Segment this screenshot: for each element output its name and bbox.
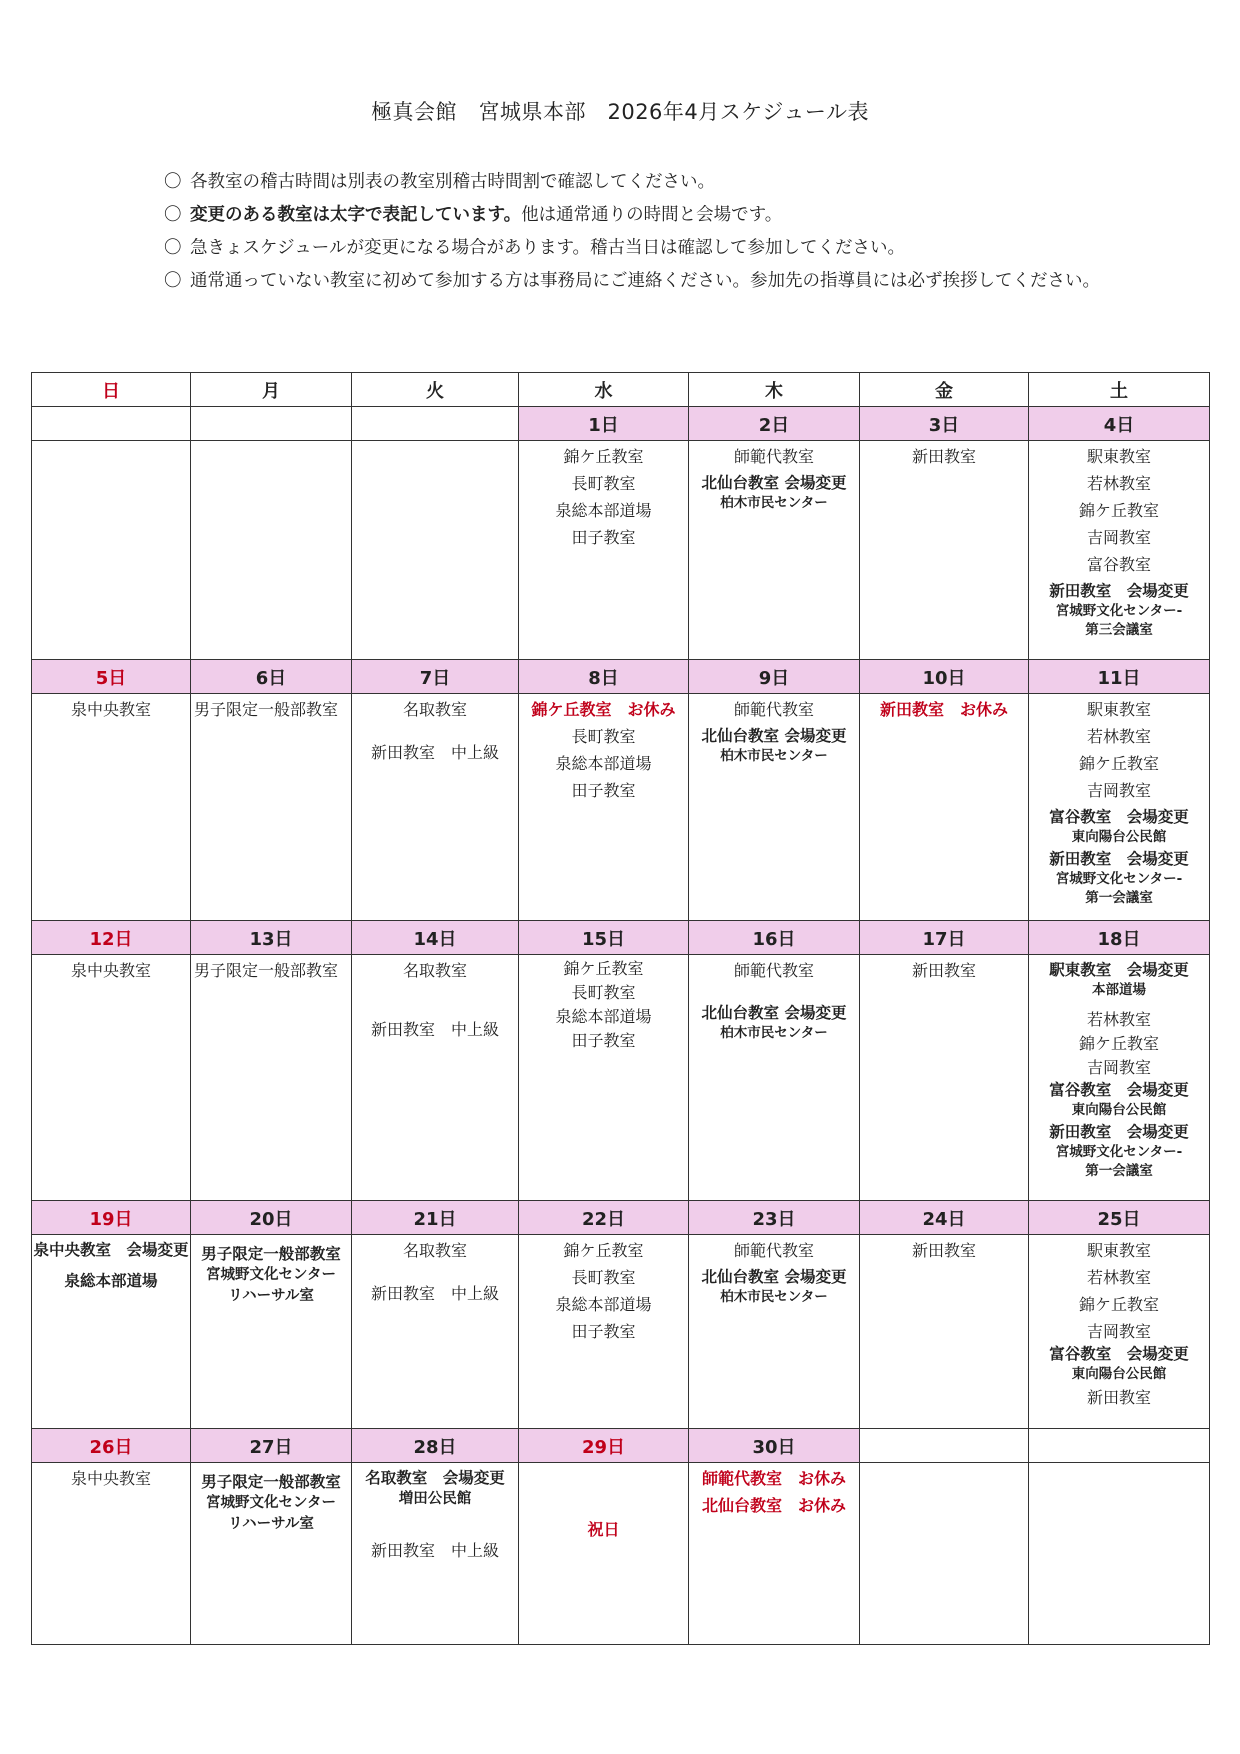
day-cell [1029, 1235, 1210, 1429]
date-cell: 3日 [860, 407, 1029, 441]
class-entry-changed: 名取教室 会場変更 [365, 1469, 505, 1487]
venue-entry: 増田公民館 [398, 1491, 472, 1507]
class-entry-changed: 富谷教室 会場変更 [1049, 1345, 1189, 1363]
class-entry: 錦ケ丘教室 [1078, 501, 1159, 520]
date-cell: 19日 [32, 1201, 191, 1235]
schedule-calendar [31, 372, 1210, 1645]
date-row [32, 1201, 1210, 1235]
day-cell [191, 955, 352, 1201]
class-entry-off: 師範代教室 お休み [701, 1469, 846, 1488]
venue-entry: 柏木市民センター [720, 1289, 828, 1305]
class-entry: 新田教室 中上級 [370, 1284, 499, 1303]
weekday-sat: 土 [1029, 373, 1210, 407]
class-entry-changed: 北仙台教室 会場変更 [701, 1004, 847, 1022]
date-cell: 23日 [689, 1201, 860, 1235]
venue-entry: 東向陽台公民館 [1071, 829, 1167, 845]
class-entry: 男子限定一般部教室 [194, 961, 339, 980]
note-item: 〇 急きょスケジュールが変更になる場合があります。稽古当日は確認して参加してください。 [164, 232, 1204, 265]
class-entry-changed: 北仙台教室 会場変更 [701, 1268, 847, 1286]
venue-entry: 柏木市民センター [720, 495, 828, 511]
day-cell [32, 1463, 191, 1645]
day-cell [1029, 955, 1210, 1201]
content-row [32, 1235, 1210, 1429]
venue-entry: 東向陽台公民館 [1071, 1102, 1167, 1118]
content-row [32, 441, 1210, 660]
day-cell [519, 441, 689, 660]
venue-entry: 柏木市民センター [720, 748, 828, 764]
date-cell: 12日 [32, 921, 191, 955]
note-item: 〇 通常通っていない教室に初めて参加する方は事務局にご連絡ください。参加先の指導員には必ず挨拶してください。 [164, 265, 1204, 298]
date-cell: 17日 [860, 921, 1029, 955]
venue-entry: 宮城野文化センター [206, 1267, 336, 1283]
day-cell [519, 955, 689, 1201]
class-entry: 錦ケ丘教室 [563, 959, 644, 978]
class-entry-changed: 富谷教室 会場変更 [1049, 1081, 1189, 1099]
class-entry-changed: 北仙台教室 会場変更 [701, 474, 847, 492]
venue-entry: 第一会議室 [1085, 890, 1153, 906]
class-entry: 師範代教室 [733, 447, 814, 466]
class-entry-off: 新田教室 お休み [879, 700, 1008, 719]
day-cell [860, 1235, 1029, 1429]
class-entry-changed: 泉中央教室 会場変更 [33, 1241, 189, 1259]
class-entry: 錦ケ丘教室 [563, 447, 644, 466]
date-cell: 5日 [32, 660, 191, 694]
venue-entry: リハーサル室 [228, 1516, 314, 1532]
day-cell [860, 694, 1029, 921]
date-cell [191, 407, 352, 441]
class-entry: 長町教室 [571, 474, 636, 493]
class-entry: 駅東教室 [1086, 447, 1151, 466]
class-entry: 錦ケ丘教室 [563, 1241, 644, 1260]
day-cell [860, 955, 1029, 1201]
class-entry-changed: 男子限定一般部教室 [201, 1473, 341, 1491]
class-entry: 泉総本部道場 [555, 1007, 652, 1026]
date-cell: 16日 [689, 921, 860, 955]
date-cell: 9日 [689, 660, 860, 694]
class-entry: 新田教室 中上級 [370, 743, 499, 762]
day-cell [689, 955, 860, 1201]
class-entry: 若林教室 [1086, 727, 1151, 746]
date-cell: 24日 [860, 1201, 1029, 1235]
class-entry: 若林教室 [1086, 1268, 1151, 1287]
date-cell: 21日 [352, 1201, 519, 1235]
day-cell [1029, 694, 1210, 921]
class-entry: 駅東教室 [1086, 1241, 1151, 1260]
class-entry: 田子教室 [571, 1322, 636, 1341]
day-cell [32, 441, 191, 660]
date-cell: 8日 [519, 660, 689, 694]
date-row [32, 1429, 1210, 1463]
circle-bullet-icon: 〇 [164, 172, 182, 192]
weekday-tue: 火 [352, 373, 519, 407]
date-cell: 25日 [1029, 1201, 1210, 1235]
date-cell: 14日 [352, 921, 519, 955]
class-entry: 新田教室 [911, 447, 976, 466]
venue-entry: 宮城野文化センター- [1055, 1144, 1183, 1160]
day-cell [352, 1235, 519, 1429]
class-entry: 泉総本部道場 [555, 754, 652, 773]
venue-entry: 宮城野文化センター [206, 1495, 336, 1511]
venue-entry: 第一会議室 [1085, 1163, 1153, 1179]
date-cell: 30日 [689, 1429, 860, 1463]
venue-entry: 宮城野文化センター- [1055, 871, 1183, 887]
class-entry: 吉岡教室 [1086, 1058, 1151, 1077]
date-cell: 7日 [352, 660, 519, 694]
day-cell [191, 1463, 352, 1645]
notes-list [164, 166, 1204, 298]
date-cell: 11日 [1029, 660, 1210, 694]
date-row [32, 407, 1210, 441]
date-cell: 2日 [689, 407, 860, 441]
class-entry: 駅東教室 [1086, 700, 1151, 719]
date-cell: 26日 [32, 1429, 191, 1463]
day-cell [352, 441, 519, 660]
class-entry: 師範代教室 [733, 1241, 814, 1260]
note-item: 〇 変更のある教室は太字で表記しています。他は通常通りの時間と会場です。 [164, 199, 1204, 232]
class-entry: 新田教室 中上級 [370, 1541, 499, 1560]
date-cell [352, 407, 519, 441]
date-cell: 4日 [1029, 407, 1210, 441]
class-entry: 長町教室 [571, 727, 636, 746]
class-entry: 田子教室 [571, 528, 636, 547]
day-cell [191, 1235, 352, 1429]
class-entry: 師範代教室 [733, 700, 814, 719]
class-entry-changed: 富谷教室 会場変更 [1049, 808, 1189, 826]
date-cell: 1日 [519, 407, 689, 441]
venue-entry: 宮城野文化センター- [1055, 603, 1183, 619]
class-entry: 吉岡教室 [1086, 528, 1151, 547]
venue-entry: 本部道場 [1092, 982, 1146, 998]
day-cell [689, 694, 860, 921]
weekday-header-row [32, 373, 1210, 407]
day-cell [519, 1235, 689, 1429]
class-entry: 錦ケ丘教室 [1078, 1034, 1159, 1053]
class-entry: 泉中央教室 [70, 1469, 151, 1488]
class-entry: 新田教室 [911, 961, 976, 980]
class-entry: 若林教室 [1086, 474, 1151, 493]
day-cell [519, 1463, 689, 1645]
date-cell: 13日 [191, 921, 352, 955]
day-cell [1029, 441, 1210, 660]
date-cell: 18日 [1029, 921, 1210, 955]
day-cell [32, 955, 191, 1201]
day-cell [352, 694, 519, 921]
note-item: 〇 各教室の稽古時間は別表の教室別稽古時間割で確認してください。 [164, 166, 1204, 199]
venue-entry: 柏木市民センター [720, 1025, 828, 1041]
class-entry: 錦ケ丘教室 [1078, 754, 1159, 773]
class-entry: 泉中央教室 [70, 961, 151, 980]
class-entry: 名取教室 [402, 1241, 467, 1260]
weekday-mon: 月 [191, 373, 352, 407]
date-cell: 29日 [519, 1429, 689, 1463]
date-cell: 28日 [352, 1429, 519, 1463]
weekday-sun: 日 [32, 373, 191, 407]
date-cell: 15日 [519, 921, 689, 955]
date-cell: 20日 [191, 1201, 352, 1235]
class-entry: 泉総本部道場 [555, 1295, 652, 1314]
class-entry: 泉中央教室 [70, 700, 151, 719]
date-row [32, 921, 1210, 955]
weekday-fri: 金 [860, 373, 1029, 407]
class-entry: 長町教室 [571, 983, 636, 1002]
class-entry: 田子教室 [571, 781, 636, 800]
date-cell [32, 407, 191, 441]
day-cell [689, 1463, 860, 1645]
content-row [32, 694, 1210, 921]
class-entry: 富谷教室 [1086, 555, 1151, 574]
class-entry: 錦ケ丘教室 [1078, 1295, 1159, 1314]
weekday-wed: 水 [519, 373, 689, 407]
date-cell: 27日 [191, 1429, 352, 1463]
date-row [32, 660, 1210, 694]
class-entry-changed: 新田教室 会場変更 [1049, 1123, 1189, 1141]
class-entry: 吉岡教室 [1086, 781, 1151, 800]
circle-bullet-icon: 〇 [164, 271, 182, 291]
date-cell: 6日 [191, 660, 352, 694]
day-cell [191, 694, 352, 921]
class-entry: 新田教室 中上級 [370, 1020, 499, 1039]
date-cell [1029, 1429, 1210, 1463]
class-entry: 師範代教室 [733, 961, 814, 980]
class-entry: 泉総本部道場 [555, 501, 652, 520]
day-cell [32, 694, 191, 921]
day-cell [191, 441, 352, 660]
day-cell [860, 441, 1029, 660]
day-cell [1029, 1463, 1210, 1645]
date-cell [860, 1429, 1029, 1463]
page-title: 極真会館 宮城県本部 2026年4月スケジュール表 [370, 100, 870, 124]
class-entry-changed: 男子限定一般部教室 [201, 1245, 341, 1263]
day-cell [689, 441, 860, 660]
day-cell [519, 694, 689, 921]
date-cell: 22日 [519, 1201, 689, 1235]
day-cell [352, 955, 519, 1201]
class-entry: 吉岡教室 [1086, 1322, 1151, 1341]
class-entry: 男子限定一般部教室 [194, 700, 339, 719]
holiday-label: 祝日 [587, 1520, 620, 1539]
weekday-thu: 木 [689, 373, 860, 407]
venue-entry: リハーサル室 [228, 1288, 314, 1304]
class-entry-changed: 新田教室 会場変更 [1049, 850, 1189, 868]
class-entry: 新田教室 [1086, 1388, 1151, 1407]
day-cell [860, 1463, 1029, 1645]
class-entry: 長町教室 [571, 1268, 636, 1287]
circle-bullet-icon: 〇 [164, 205, 182, 225]
class-entry-off: 北仙台教室 お休み [701, 1496, 846, 1515]
class-entry: 田子教室 [571, 1031, 636, 1050]
class-entry: 名取教室 [402, 700, 467, 719]
venue-entry: 第三会議室 [1085, 622, 1153, 638]
day-cell [32, 1235, 191, 1429]
day-cell [352, 1463, 519, 1645]
class-entry-changed: 新田教室 会場変更 [1049, 582, 1189, 600]
content-row [32, 1463, 1210, 1645]
class-entry-changed: 北仙台教室 会場変更 [701, 727, 847, 745]
venue-entry: 東向陽台公民館 [1071, 1366, 1167, 1382]
class-entry: 新田教室 [911, 1241, 976, 1260]
class-entry-off: 錦ケ丘教室 お休み [531, 700, 676, 719]
circle-bullet-icon: 〇 [164, 238, 182, 258]
class-entry: 若林教室 [1086, 1010, 1151, 1029]
content-row [32, 955, 1210, 1201]
venue-entry: 泉総本部道場 [64, 1272, 158, 1290]
date-cell: 10日 [860, 660, 1029, 694]
class-entry-changed: 駅東教室 会場変更 [1049, 961, 1189, 979]
class-entry: 名取教室 [402, 961, 467, 980]
day-cell [689, 1235, 860, 1429]
